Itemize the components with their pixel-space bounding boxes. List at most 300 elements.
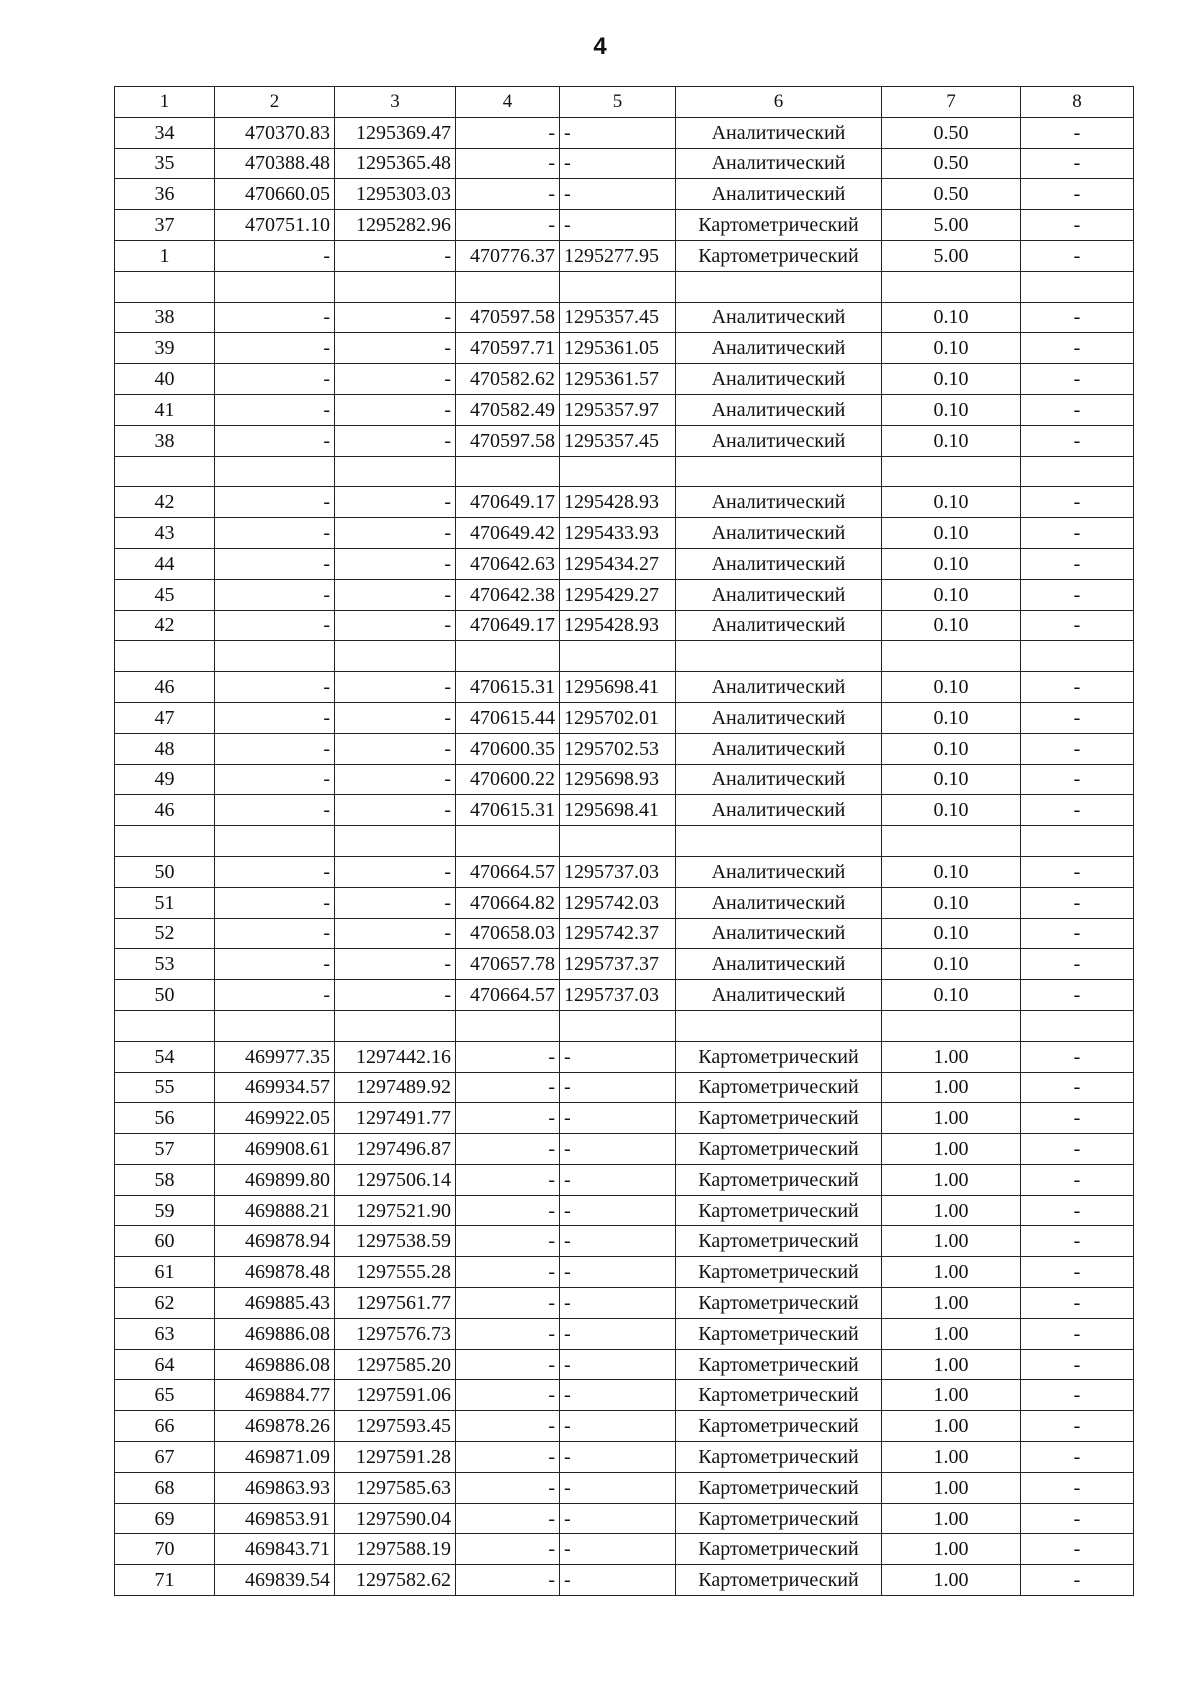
cell-method: Аналитический bbox=[676, 918, 882, 949]
cell-x-existing: 469888.21 bbox=[215, 1195, 335, 1226]
table-row bbox=[115, 1503, 1134, 1534]
cell-x-existing: 469878.48 bbox=[215, 1257, 335, 1288]
table-row bbox=[115, 795, 1134, 826]
cell-x-existing: 469863.93 bbox=[215, 1472, 335, 1503]
cell-method: Картометрический bbox=[676, 1195, 882, 1226]
cell-y-new: - bbox=[560, 210, 676, 241]
table-row bbox=[115, 1318, 1134, 1349]
cell-x-existing bbox=[215, 271, 335, 302]
cell-accuracy: 1.00 bbox=[882, 1072, 1021, 1103]
header-cell: 5 bbox=[560, 87, 676, 118]
cell-x-existing: - bbox=[215, 856, 335, 887]
cell-point-number: 43 bbox=[115, 518, 215, 549]
cell-method: Аналитический bbox=[676, 117, 882, 148]
cell-accuracy: 1.00 bbox=[882, 1472, 1021, 1503]
cell-accuracy: 1.00 bbox=[882, 1380, 1021, 1411]
cell-y-new: 1295434.27 bbox=[560, 548, 676, 579]
cell-point-number bbox=[115, 1010, 215, 1041]
cell-y-existing: - bbox=[335, 518, 456, 549]
header-cell: 7 bbox=[882, 87, 1021, 118]
cell-y-existing: - bbox=[335, 795, 456, 826]
cell-point-number: 66 bbox=[115, 1411, 215, 1442]
cell-method: Аналитический bbox=[676, 949, 882, 980]
cell-point-number: 50 bbox=[115, 980, 215, 1011]
cell-y-new: - bbox=[560, 1380, 676, 1411]
cell-point-number: 42 bbox=[115, 487, 215, 518]
cell-method: Аналитический bbox=[676, 425, 882, 456]
cell-y-new: 1295698.93 bbox=[560, 764, 676, 795]
table-row bbox=[115, 394, 1134, 425]
cell-point-number: 68 bbox=[115, 1472, 215, 1503]
cell-note: - bbox=[1021, 240, 1134, 271]
cell-accuracy: 1.00 bbox=[882, 1195, 1021, 1226]
cell-method: Картометрический bbox=[676, 1411, 882, 1442]
cell-method: Картометрический bbox=[676, 1164, 882, 1195]
cell-point-number: 65 bbox=[115, 1380, 215, 1411]
cell-x-existing: - bbox=[215, 548, 335, 579]
cell-method bbox=[676, 271, 882, 302]
cell-accuracy: 0.10 bbox=[882, 518, 1021, 549]
cell-y-new: - bbox=[560, 1072, 676, 1103]
cell-y-new: - bbox=[560, 117, 676, 148]
cell-x-new: 470642.63 bbox=[456, 548, 560, 579]
cell-method: Картометрический bbox=[676, 1472, 882, 1503]
cell-x-new: - bbox=[456, 1565, 560, 1596]
cell-point-number: 47 bbox=[115, 702, 215, 733]
cell-x-new: - bbox=[456, 1103, 560, 1134]
cell-x-existing: 469899.80 bbox=[215, 1164, 335, 1195]
cell-y-new: - bbox=[560, 1288, 676, 1319]
cell-x-existing: 469853.91 bbox=[215, 1503, 335, 1534]
cell-x-existing: - bbox=[215, 672, 335, 703]
cell-point-number: 48 bbox=[115, 733, 215, 764]
cell-y-existing: 1297591.06 bbox=[335, 1380, 456, 1411]
cell-x-new: 470615.31 bbox=[456, 795, 560, 826]
cell-y-existing bbox=[335, 826, 456, 857]
cell-y-existing: - bbox=[335, 764, 456, 795]
table-row bbox=[115, 980, 1134, 1011]
cell-accuracy: 0.10 bbox=[882, 949, 1021, 980]
cell-x-new: 470597.71 bbox=[456, 333, 560, 364]
cell-x-new: 470657.78 bbox=[456, 949, 560, 980]
cell-accuracy: 0.50 bbox=[882, 117, 1021, 148]
cell-x-new: 470597.58 bbox=[456, 302, 560, 333]
cell-x-new: - bbox=[456, 1318, 560, 1349]
cell-method: Аналитический bbox=[676, 887, 882, 918]
table-row bbox=[115, 148, 1134, 179]
cell-method bbox=[676, 826, 882, 857]
cell-accuracy: 0.10 bbox=[882, 795, 1021, 826]
table-row bbox=[115, 302, 1134, 333]
cell-accuracy: 0.10 bbox=[882, 610, 1021, 641]
cell-y-new: 1295742.37 bbox=[560, 918, 676, 949]
cell-y-existing: 1297585.63 bbox=[335, 1472, 456, 1503]
cell-point-number bbox=[115, 271, 215, 302]
cell-point-number: 54 bbox=[115, 1041, 215, 1072]
cell-note: - bbox=[1021, 1318, 1134, 1349]
cell-x-existing: - bbox=[215, 610, 335, 641]
cell-point-number: 49 bbox=[115, 764, 215, 795]
cell-y-new: - bbox=[560, 148, 676, 179]
cell-y-existing: - bbox=[335, 487, 456, 518]
cell-x-existing: - bbox=[215, 702, 335, 733]
cell-point-number: 61 bbox=[115, 1257, 215, 1288]
cell-note: - bbox=[1021, 179, 1134, 210]
cell-x-existing: 470751.10 bbox=[215, 210, 335, 241]
cell-x-new: 470582.49 bbox=[456, 394, 560, 425]
cell-point-number: 56 bbox=[115, 1103, 215, 1134]
cell-note: - bbox=[1021, 1503, 1134, 1534]
cell-y-new bbox=[560, 271, 676, 302]
cell-x-new: - bbox=[456, 1041, 560, 1072]
cell-method: Картометрический bbox=[676, 1442, 882, 1473]
cell-x-existing: 469884.77 bbox=[215, 1380, 335, 1411]
cell-y-existing: 1295365.48 bbox=[335, 148, 456, 179]
cell-note: - bbox=[1021, 1411, 1134, 1442]
cell-x-existing: - bbox=[215, 764, 335, 795]
cell-method: Аналитический bbox=[676, 364, 882, 395]
cell-y-existing bbox=[335, 456, 456, 487]
cell-y-new: 1295361.05 bbox=[560, 333, 676, 364]
cell-x-new: 470615.44 bbox=[456, 702, 560, 733]
table-row bbox=[115, 1257, 1134, 1288]
cell-x-new bbox=[456, 826, 560, 857]
table-row bbox=[115, 610, 1134, 641]
cell-note: - bbox=[1021, 733, 1134, 764]
cell-x-existing: 469922.05 bbox=[215, 1103, 335, 1134]
cell-x-new: - bbox=[456, 1164, 560, 1195]
cell-x-new: - bbox=[456, 1472, 560, 1503]
cell-note: - bbox=[1021, 764, 1134, 795]
cell-method: Аналитический bbox=[676, 764, 882, 795]
cell-x-existing: - bbox=[215, 518, 335, 549]
cell-point-number: 46 bbox=[115, 672, 215, 703]
table-row bbox=[115, 1472, 1134, 1503]
table-row bbox=[115, 1010, 1134, 1041]
cell-x-new: - bbox=[456, 1257, 560, 1288]
cell-note: - bbox=[1021, 1349, 1134, 1380]
cell-point-number: 71 bbox=[115, 1565, 215, 1596]
cell-point-number: 64 bbox=[115, 1349, 215, 1380]
cell-x-new: - bbox=[456, 1134, 560, 1165]
cell-point-number bbox=[115, 826, 215, 857]
cell-method: Картометрический bbox=[676, 1380, 882, 1411]
header-cell: 8 bbox=[1021, 87, 1134, 118]
cell-method: Аналитический bbox=[676, 579, 882, 610]
cell-y-new: - bbox=[560, 1226, 676, 1257]
cell-point-number: 38 bbox=[115, 425, 215, 456]
cell-note: - bbox=[1021, 887, 1134, 918]
table-row bbox=[115, 672, 1134, 703]
cell-y-new: 1295737.03 bbox=[560, 856, 676, 887]
cell-point-number: 35 bbox=[115, 148, 215, 179]
table-row bbox=[115, 364, 1134, 395]
table-row bbox=[115, 1226, 1134, 1257]
cell-note bbox=[1021, 456, 1134, 487]
table-row bbox=[115, 1134, 1134, 1165]
cell-accuracy: 1.00 bbox=[882, 1103, 1021, 1134]
cell-accuracy: 1.00 bbox=[882, 1041, 1021, 1072]
cell-point-number: 40 bbox=[115, 364, 215, 395]
cell-x-existing: 469886.08 bbox=[215, 1349, 335, 1380]
cell-x-existing: - bbox=[215, 302, 335, 333]
cell-x-new: - bbox=[456, 1503, 560, 1534]
cell-method: Аналитический bbox=[676, 333, 882, 364]
cell-method: Картометрический bbox=[676, 1503, 882, 1534]
cell-x-new bbox=[456, 456, 560, 487]
cell-note: - bbox=[1021, 1534, 1134, 1565]
cell-y-existing: - bbox=[335, 302, 456, 333]
cell-y-existing: - bbox=[335, 733, 456, 764]
cell-x-new: 470649.17 bbox=[456, 487, 560, 518]
cell-x-existing: - bbox=[215, 795, 335, 826]
cell-y-new: 1295357.45 bbox=[560, 425, 676, 456]
cell-accuracy: 1.00 bbox=[882, 1503, 1021, 1534]
cell-accuracy: 1.00 bbox=[882, 1318, 1021, 1349]
cell-y-existing: 1295282.96 bbox=[335, 210, 456, 241]
cell-method: Аналитический bbox=[676, 148, 882, 179]
cell-y-existing: - bbox=[335, 394, 456, 425]
table-row bbox=[115, 887, 1134, 918]
cell-y-new bbox=[560, 641, 676, 672]
table-row bbox=[115, 949, 1134, 980]
cell-y-existing bbox=[335, 271, 456, 302]
cell-note bbox=[1021, 271, 1134, 302]
cell-y-new: 1295429.27 bbox=[560, 579, 676, 610]
cell-point-number: 50 bbox=[115, 856, 215, 887]
cell-y-new: - bbox=[560, 1257, 676, 1288]
cell-x-existing: 469839.54 bbox=[215, 1565, 335, 1596]
cell-note: - bbox=[1021, 702, 1134, 733]
table-row bbox=[115, 1534, 1134, 1565]
table-row bbox=[115, 117, 1134, 148]
cell-y-existing bbox=[335, 641, 456, 672]
cell-x-existing bbox=[215, 641, 335, 672]
table-row bbox=[115, 856, 1134, 887]
cell-note: - bbox=[1021, 856, 1134, 887]
cell-y-existing: 1297590.04 bbox=[335, 1503, 456, 1534]
cell-point-number: 67 bbox=[115, 1442, 215, 1473]
cell-x-existing bbox=[215, 456, 335, 487]
cell-point-number: 1 bbox=[115, 240, 215, 271]
page-number: 4 bbox=[593, 33, 607, 60]
cell-x-existing: - bbox=[215, 980, 335, 1011]
cell-y-existing: 1297591.28 bbox=[335, 1442, 456, 1473]
cell-y-new: 1295737.03 bbox=[560, 980, 676, 1011]
cell-method: Картометрический bbox=[676, 1103, 882, 1134]
cell-x-existing: 469878.26 bbox=[215, 1411, 335, 1442]
cell-method: Картометрический bbox=[676, 1134, 882, 1165]
cell-point-number: 34 bbox=[115, 117, 215, 148]
cell-accuracy: 1.00 bbox=[882, 1288, 1021, 1319]
cell-note: - bbox=[1021, 518, 1134, 549]
cell-x-existing: - bbox=[215, 364, 335, 395]
cell-y-new: - bbox=[560, 1318, 676, 1349]
cell-method: Аналитический bbox=[676, 856, 882, 887]
cell-y-new: 1295702.01 bbox=[560, 702, 676, 733]
cell-x-new bbox=[456, 271, 560, 302]
cell-x-new: - bbox=[456, 117, 560, 148]
cell-y-new: - bbox=[560, 1534, 676, 1565]
cell-note: - bbox=[1021, 1195, 1134, 1226]
cell-x-new: 470664.57 bbox=[456, 856, 560, 887]
cell-note: - bbox=[1021, 610, 1134, 641]
cell-y-new: 1295737.37 bbox=[560, 949, 676, 980]
header-cell: 2 bbox=[215, 87, 335, 118]
cell-method: Аналитический bbox=[676, 487, 882, 518]
cell-x-existing: 469871.09 bbox=[215, 1442, 335, 1473]
cell-x-existing bbox=[215, 826, 335, 857]
cell-accuracy: 0.10 bbox=[882, 302, 1021, 333]
cell-y-existing: - bbox=[335, 333, 456, 364]
table-row bbox=[115, 333, 1134, 364]
cell-y-existing: - bbox=[335, 425, 456, 456]
cell-note: - bbox=[1021, 1103, 1134, 1134]
cell-point-number: 58 bbox=[115, 1164, 215, 1195]
cell-y-new: - bbox=[560, 1472, 676, 1503]
cell-method: Картометрический bbox=[676, 1072, 882, 1103]
cell-note: - bbox=[1021, 980, 1134, 1011]
cell-accuracy: 0.10 bbox=[882, 702, 1021, 733]
cell-x-new: - bbox=[456, 210, 560, 241]
cell-y-existing: 1295369.47 bbox=[335, 117, 456, 148]
cell-x-new: - bbox=[456, 1442, 560, 1473]
cell-accuracy: 0.10 bbox=[882, 918, 1021, 949]
cell-x-new: - bbox=[456, 1349, 560, 1380]
cell-y-existing: 1297588.19 bbox=[335, 1534, 456, 1565]
cell-y-existing: - bbox=[335, 610, 456, 641]
cell-x-new: - bbox=[456, 148, 560, 179]
cell-y-new: - bbox=[560, 1565, 676, 1596]
cell-y-new: - bbox=[560, 1349, 676, 1380]
cell-note bbox=[1021, 1010, 1134, 1041]
table-row bbox=[115, 579, 1134, 610]
cell-x-new: - bbox=[456, 1380, 560, 1411]
cell-x-new bbox=[456, 641, 560, 672]
cell-x-existing: - bbox=[215, 333, 335, 364]
cell-y-existing: - bbox=[335, 548, 456, 579]
cell-y-existing: 1297593.45 bbox=[335, 1411, 456, 1442]
cell-accuracy: 1.00 bbox=[882, 1534, 1021, 1565]
cell-point-number bbox=[115, 456, 215, 487]
table-row bbox=[115, 764, 1134, 795]
cell-x-new: 470597.58 bbox=[456, 425, 560, 456]
cell-x-new: 470658.03 bbox=[456, 918, 560, 949]
cell-accuracy: 0.10 bbox=[882, 487, 1021, 518]
cell-accuracy: 1.00 bbox=[882, 1349, 1021, 1380]
cell-x-new: 470649.17 bbox=[456, 610, 560, 641]
cell-y-new: - bbox=[560, 1041, 676, 1072]
cell-y-new bbox=[560, 826, 676, 857]
cell-x-new: - bbox=[456, 1411, 560, 1442]
cell-accuracy: 0.10 bbox=[882, 856, 1021, 887]
table-row bbox=[115, 1195, 1134, 1226]
table-row bbox=[115, 702, 1134, 733]
cell-method: Аналитический bbox=[676, 548, 882, 579]
cell-y-existing: 1297582.62 bbox=[335, 1565, 456, 1596]
cell-method: Аналитический bbox=[676, 980, 882, 1011]
cell-method: Аналитический bbox=[676, 179, 882, 210]
cell-y-existing: 1297496.87 bbox=[335, 1134, 456, 1165]
cell-accuracy: 0.10 bbox=[882, 887, 1021, 918]
cell-note: - bbox=[1021, 579, 1134, 610]
cell-note: - bbox=[1021, 333, 1134, 364]
cell-method: Аналитический bbox=[676, 610, 882, 641]
table-row bbox=[115, 425, 1134, 456]
cell-x-existing: 469843.71 bbox=[215, 1534, 335, 1565]
cell-point-number: 63 bbox=[115, 1318, 215, 1349]
cell-note: - bbox=[1021, 795, 1134, 826]
cell-accuracy bbox=[882, 1010, 1021, 1041]
cell-y-new: 1295428.93 bbox=[560, 610, 676, 641]
cell-x-existing: 469878.94 bbox=[215, 1226, 335, 1257]
header-cell: 4 bbox=[456, 87, 560, 118]
cell-method: Картометрический bbox=[676, 1257, 882, 1288]
cell-method: Картометрический bbox=[676, 240, 882, 271]
cell-point-number: 53 bbox=[115, 949, 215, 980]
cell-y-existing: 1297538.59 bbox=[335, 1226, 456, 1257]
cell-accuracy bbox=[882, 456, 1021, 487]
cell-x-existing: 469977.35 bbox=[215, 1041, 335, 1072]
cell-point-number: 36 bbox=[115, 179, 215, 210]
cell-accuracy: 1.00 bbox=[882, 1226, 1021, 1257]
cell-accuracy: 1.00 bbox=[882, 1442, 1021, 1473]
cell-x-existing: 470660.05 bbox=[215, 179, 335, 210]
cell-accuracy: 5.00 bbox=[882, 210, 1021, 241]
cell-point-number: 45 bbox=[115, 579, 215, 610]
header-cell: 1 bbox=[115, 87, 215, 118]
cell-x-new: 470776.37 bbox=[456, 240, 560, 271]
table-header-row bbox=[115, 87, 1134, 118]
cell-note: - bbox=[1021, 487, 1134, 518]
coordinates-table bbox=[114, 86, 1134, 1596]
cell-accuracy: 5.00 bbox=[882, 240, 1021, 271]
cell-x-new: - bbox=[456, 179, 560, 210]
cell-y-new: 1295357.97 bbox=[560, 394, 676, 425]
cell-y-existing: 1297561.77 bbox=[335, 1288, 456, 1319]
cell-y-new: 1295361.57 bbox=[560, 364, 676, 395]
cell-x-new: - bbox=[456, 1195, 560, 1226]
cell-x-existing bbox=[215, 1010, 335, 1041]
cell-y-new: 1295433.93 bbox=[560, 518, 676, 549]
cell-method: Картометрический bbox=[676, 210, 882, 241]
table-row bbox=[115, 1103, 1134, 1134]
cell-y-existing: 1297521.90 bbox=[335, 1195, 456, 1226]
cell-point-number: 41 bbox=[115, 394, 215, 425]
table-row bbox=[115, 456, 1134, 487]
table-row bbox=[115, 918, 1134, 949]
cell-note: - bbox=[1021, 1288, 1134, 1319]
cell-accuracy: 0.50 bbox=[882, 148, 1021, 179]
cell-accuracy: 1.00 bbox=[882, 1134, 1021, 1165]
cell-x-existing: 469908.61 bbox=[215, 1134, 335, 1165]
cell-accuracy: 0.50 bbox=[882, 179, 1021, 210]
cell-x-existing: - bbox=[215, 240, 335, 271]
cell-y-existing: - bbox=[335, 980, 456, 1011]
cell-note: - bbox=[1021, 1442, 1134, 1473]
cell-x-new: 470664.57 bbox=[456, 980, 560, 1011]
cell-accuracy: 1.00 bbox=[882, 1565, 1021, 1596]
cell-method bbox=[676, 456, 882, 487]
cell-y-existing: 1297506.14 bbox=[335, 1164, 456, 1195]
cell-method: Картометрический bbox=[676, 1288, 882, 1319]
cell-point-number: 62 bbox=[115, 1288, 215, 1319]
cell-y-existing: - bbox=[335, 856, 456, 887]
cell-y-existing: - bbox=[335, 918, 456, 949]
table-row bbox=[115, 240, 1134, 271]
table-row bbox=[115, 1041, 1134, 1072]
table-row bbox=[115, 1565, 1134, 1596]
